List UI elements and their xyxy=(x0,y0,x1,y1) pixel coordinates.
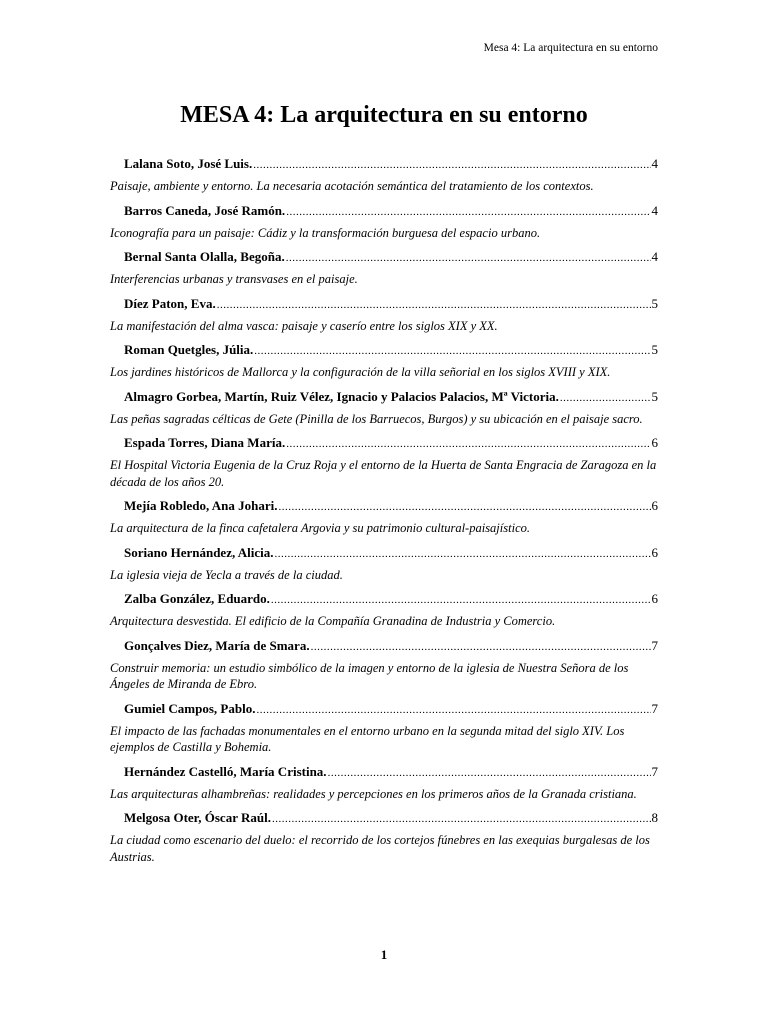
toc-author: Hernández Castelló, María Cristina. xyxy=(124,763,327,779)
toc-author-line[interactable] xyxy=(110,810,658,826)
toc-entry xyxy=(110,156,658,195)
toc-work-title: El Hospital Victoria Eugenia de la Cruz Roja y el entorno de la Huerta de Santa Engracia de Zaragoza en la década de los años 20. xyxy=(110,458,657,489)
toc-entry xyxy=(110,638,658,693)
toc-author-line[interactable] xyxy=(110,701,658,717)
toc-author-line[interactable] xyxy=(110,435,658,451)
toc-entry xyxy=(110,203,658,242)
toc-entry xyxy=(110,342,658,381)
toc-author-line[interactable] xyxy=(110,764,658,780)
dot-leader xyxy=(217,297,651,313)
toc-author: Melgosa Oter, Óscar Raúl. xyxy=(124,810,271,825)
toc-work-title: Las arquitecturas alhambreñas: realidades y percepciones en los primeros años de la Granada cristiana. xyxy=(110,786,637,801)
toc-author-line[interactable] xyxy=(110,591,658,607)
dot-leader xyxy=(278,499,650,515)
toc-page-number: 6 xyxy=(651,435,658,450)
toc-work-title: La iglesia vieja de Yecla a través de la ciudad. xyxy=(110,567,343,582)
dot-leader xyxy=(271,592,651,608)
toc-work-title: Los jardines históricos de Mallorca y la configuración de la villa señorial en los siglos XVIII y XIX. xyxy=(110,365,611,379)
toc-entry xyxy=(110,810,658,865)
toc-entry xyxy=(110,701,658,756)
toc-entry xyxy=(110,498,658,537)
toc-author: Gumiel Campos, Pablo. xyxy=(124,700,256,716)
toc-author-line[interactable] xyxy=(110,296,658,312)
table-of-contents xyxy=(110,156,658,873)
dot-leader xyxy=(254,343,650,359)
dot-leader xyxy=(328,765,651,781)
toc-entry xyxy=(110,545,658,584)
toc-entry xyxy=(110,435,658,490)
toc-author-line[interactable] xyxy=(110,342,658,358)
toc-page-number: 4 xyxy=(651,156,658,171)
toc-page-number: 5 xyxy=(651,388,658,404)
toc-page-number: 7 xyxy=(651,700,658,716)
toc-author-line[interactable] xyxy=(110,389,658,405)
page-number: 1 xyxy=(380,947,388,962)
toc-author: Zalba González, Eduardo. xyxy=(124,591,270,606)
toc-author-line[interactable] xyxy=(110,638,658,654)
toc-author: Soriano Hernández, Alicia. xyxy=(124,544,274,560)
toc-author: Bernal Santa Olalla, Begoña. xyxy=(124,249,285,264)
toc-work-title: La arquitectura de la finca cafetalera Argovia y su patrimonio cultural-paisajístico. xyxy=(110,521,530,535)
toc-page-number: 7 xyxy=(651,637,658,653)
toc-author-line[interactable] xyxy=(110,545,658,561)
toc-page-number: 6 xyxy=(651,498,658,513)
toc-entry xyxy=(110,249,658,288)
toc-author: Lalana Soto, José Luis. xyxy=(124,156,253,171)
dot-leader xyxy=(275,546,651,562)
toc-page-number: 5 xyxy=(651,295,658,311)
toc-author: Espada Torres, Diana María. xyxy=(124,435,286,450)
toc-author-line[interactable] xyxy=(110,203,658,219)
toc-author: Mejía Robledo, Ana Johari. xyxy=(124,498,278,513)
toc-author: Díez Paton, Eva. xyxy=(124,295,216,311)
toc-work-title: Interferencias urbanas y transvases en el paisaje. xyxy=(110,272,358,286)
toc-entry xyxy=(110,591,658,630)
toc-work-title: Iconografía para un paisaje: Cádiz y la transformación burguesa del espacio urbano. xyxy=(110,225,541,240)
dot-leader xyxy=(253,157,650,173)
dot-leader xyxy=(256,702,650,718)
toc-work-title: Construir memoria: un estudio simbólico de la imagen y entorno de la iglesia de Nuestra Señora de los Ángeles de Miranda de Ebro. xyxy=(110,660,629,691)
toc-author-line[interactable] xyxy=(110,249,658,265)
dot-leader xyxy=(286,250,651,266)
dot-leader xyxy=(560,390,651,406)
toc-work-title: Arquitectura desvestida. El edificio de la Compañía Granadina de Industria y Comercio. xyxy=(110,614,556,628)
toc-page-number: 4 xyxy=(651,249,658,264)
toc-page-number: 6 xyxy=(651,591,658,606)
toc-author-line[interactable] xyxy=(110,156,658,172)
toc-work-title: Paisaje, ambiente y entorno. La necesaria acotación semántica del tratamiento de los contextos. xyxy=(110,179,594,193)
toc-page-number: 7 xyxy=(651,763,658,779)
dot-leader xyxy=(286,204,650,220)
toc-author: Roman Quetgles, Júlia. xyxy=(124,342,254,357)
toc-entry xyxy=(110,764,658,803)
toc-work-title: El impacto de las fachadas monumentales en el entorno urbano en la segunda mitad del siglo XIV. Los ejemplos de Castilla y Bohemia. xyxy=(110,723,625,754)
document-title: MESA 4: La arquitectura en su entorno xyxy=(180,102,588,128)
toc-author-line[interactable] xyxy=(110,498,658,514)
toc-entry xyxy=(110,296,658,335)
toc-author: Gonçalves Diez, María de Smara. xyxy=(124,637,310,653)
toc-author: Almagro Gorbea, Martín, Ruiz Vélez, Ignacio y Palacios Palacios, Mª Victoria. xyxy=(124,388,559,404)
dot-leader xyxy=(286,436,650,452)
toc-page-number: 4 xyxy=(651,202,658,218)
toc-work-title: La manifestación del alma vasca: paisaje y caserío entre los siglos XIX y XX. xyxy=(110,318,498,333)
running-header: Mesa 4: La arquitectura en su entorno xyxy=(483,42,658,54)
toc-page-number: 6 xyxy=(651,544,658,560)
dot-leader xyxy=(272,811,651,827)
toc-page-number: 8 xyxy=(651,810,658,825)
dot-leader xyxy=(311,639,651,655)
toc-entry xyxy=(110,389,658,428)
toc-page-number: 5 xyxy=(651,342,658,357)
toc-work-title: Las peñas sagradas célticas de Gete (Pinilla de los Barruecos, Burgos) y su ubicación en el paisaje sacro. xyxy=(110,411,643,426)
toc-author: Barros Caneda, José Ramón. xyxy=(124,202,286,218)
toc-work-title: La ciudad como escenario del duelo: el recorrido de los cortejos fúnebres en las exequias burgalesas de los Austrias. xyxy=(110,833,650,864)
